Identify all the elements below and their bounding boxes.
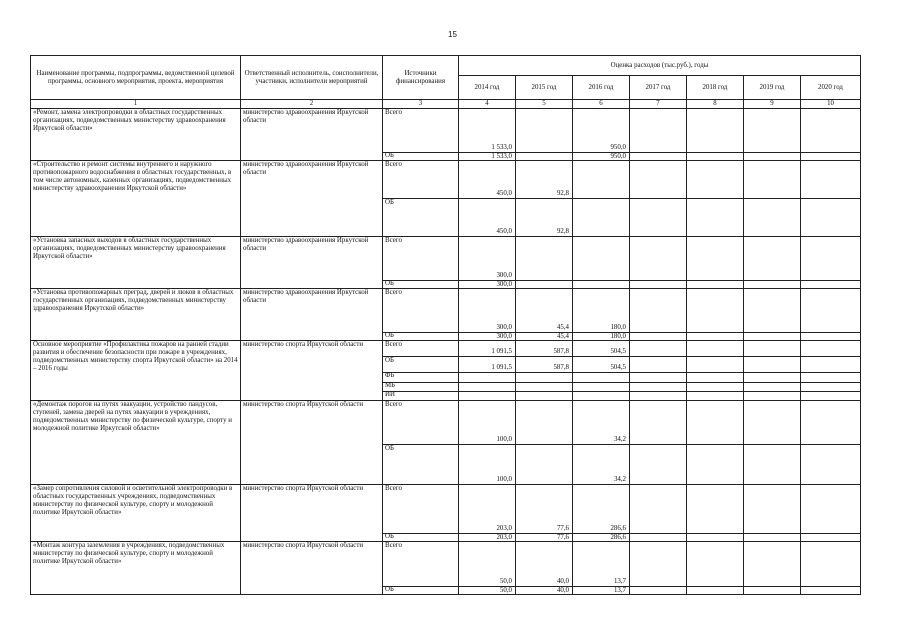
amount-cell: 286,6 [573, 485, 630, 534]
column-index: 2 [241, 100, 383, 109]
amount-cell [630, 373, 687, 383]
amount-cell: 504,5 [573, 357, 630, 373]
responsible-executor: министерство здравоохранения Иркутской области [241, 289, 383, 341]
amount-cell [630, 383, 687, 392]
amount-cell [459, 383, 516, 392]
amount-cell [744, 587, 801, 595]
amount-cell [801, 542, 861, 587]
amount-cell [687, 333, 744, 341]
amount-cell: 40,0 [516, 542, 573, 587]
responsible-executor: министерство спорта Иркутской области [241, 542, 383, 595]
amount-cell [573, 281, 630, 289]
table-row [31, 161, 861, 199]
amount-cell [573, 383, 630, 392]
year-header: 2017 год [630, 76, 687, 100]
amount-cell [744, 161, 801, 199]
amount-cell [801, 289, 861, 333]
amount-cell [687, 401, 744, 445]
amount-cell [801, 534, 861, 542]
amount-cell: 77,6 [516, 534, 573, 542]
amount-cell [630, 485, 687, 534]
year-header: 2015 год [516, 76, 573, 100]
amount-cell [630, 401, 687, 445]
amount-cell [801, 341, 861, 357]
table-row [31, 542, 861, 587]
funding-source: ОБ [383, 281, 459, 289]
table-row [31, 237, 861, 281]
responsible-executor: министерство здравоохранения Иркутской области [241, 161, 383, 237]
activity-name: «Замер сопротивления силовой и осветительной электропроводки в областных государственных учреждениях, подведомственных министерству по физической культуре, спорту и молодежной политике Иркутской области» [31, 485, 241, 542]
column-index: 4 [459, 100, 516, 109]
amount-cell [744, 199, 801, 237]
column-index: 10 [801, 100, 861, 109]
amount-cell [516, 401, 573, 445]
amount-cell [516, 383, 573, 392]
amount-cell [573, 199, 630, 237]
funding-source: ОБ [383, 333, 459, 341]
amount-cell: 1 533,0 [459, 153, 516, 161]
amount-cell [573, 373, 630, 383]
amount-cell [744, 341, 801, 357]
year-header: 2014 год [459, 76, 516, 100]
amount-cell: 286,6 [573, 534, 630, 542]
year-header: 2018 год [687, 76, 744, 100]
amount-cell [744, 445, 801, 485]
amount-cell: 950,0 [573, 153, 630, 161]
amount-cell: 92,8 [516, 161, 573, 199]
amount-cell [687, 587, 744, 595]
header-name: Наименование программы, подпрограммы, ведомственной целевой программы, основного мероприятия, проекта, мероприятия [31, 56, 241, 100]
amount-cell: 92,8 [516, 199, 573, 237]
amount-cell [744, 237, 801, 281]
amount-cell [801, 401, 861, 445]
amount-cell [516, 445, 573, 485]
responsible-executor: министерство здравоохранения Иркутской области [241, 109, 383, 161]
amount-cell [801, 392, 861, 401]
responsible-executor: министерство спорта Иркутской области [241, 401, 383, 485]
amount-cell [630, 445, 687, 485]
amount-cell [687, 392, 744, 401]
amount-cell [630, 392, 687, 401]
table-row [31, 401, 861, 445]
amount-cell [687, 199, 744, 237]
amount-cell [687, 237, 744, 281]
amount-cell [516, 153, 573, 161]
amount-cell [801, 161, 861, 199]
funding-source: Всего [383, 109, 459, 153]
amount-cell [630, 281, 687, 289]
amount-cell: 203,0 [459, 485, 516, 534]
amount-cell: 13,7 [573, 587, 630, 595]
funding-source: ФБ [383, 373, 459, 383]
amount-cell [744, 373, 801, 383]
funding-source: Всего [383, 401, 459, 445]
amount-cell [744, 153, 801, 161]
column-index: 1 [31, 100, 241, 109]
funding-source: Всего [383, 161, 459, 199]
expense-table [30, 55, 861, 595]
amount-cell: 300,0 [459, 289, 516, 333]
amount-cell [687, 445, 744, 485]
amount-cell: 950,0 [573, 109, 630, 153]
table-row [31, 341, 861, 357]
funding-source: Всего [383, 341, 459, 357]
amount-cell: 34,2 [573, 445, 630, 485]
column-index: 8 [687, 100, 744, 109]
amount-cell [744, 392, 801, 401]
amount-cell [687, 534, 744, 542]
amount-cell [801, 587, 861, 595]
amount-cell [516, 281, 573, 289]
funding-source: ИИ [383, 392, 459, 401]
amount-cell [516, 109, 573, 153]
amount-cell: 300,0 [459, 237, 516, 281]
amount-cell [516, 237, 573, 281]
table-row [31, 485, 861, 534]
amount-cell: 100,0 [459, 401, 516, 445]
amount-cell [744, 289, 801, 333]
amount-cell [801, 281, 861, 289]
amount-cell [801, 237, 861, 281]
funding-source: Всего [383, 485, 459, 534]
amount-cell [687, 542, 744, 587]
activity-name: «Установка запасных выходов в областных государственных организациях, подведомственных министерству здравоохранения Иркутской области» [31, 237, 241, 289]
header-responsible: Ответственный исполнитель, соисполнители, участники, исполнители мероприятий [241, 56, 383, 100]
amount-cell [630, 289, 687, 333]
amount-cell [687, 485, 744, 534]
amount-cell [687, 373, 744, 383]
year-header: 2020 год [801, 76, 861, 100]
responsible-executor: министерство спорта Иркутской области [241, 485, 383, 542]
amount-cell [801, 445, 861, 485]
funding-source: ОБ [383, 534, 459, 542]
table-row [31, 289, 861, 333]
amount-cell [801, 333, 861, 341]
amount-cell [744, 109, 801, 153]
amount-cell [459, 373, 516, 383]
amount-cell: 40,0 [516, 587, 573, 595]
column-index: 6 [573, 100, 630, 109]
amount-cell [687, 109, 744, 153]
amount-cell [687, 153, 744, 161]
year-header: 2016 год [573, 76, 630, 100]
amount-cell: 50,0 [459, 542, 516, 587]
activity-name: «Ремонт, замена электропроводки в областных государственных организациях, подведомственных министерству здравоохранения Иркутской области» [31, 109, 241, 161]
amount-cell [744, 485, 801, 534]
amount-cell [744, 534, 801, 542]
column-index: 7 [630, 100, 687, 109]
column-index: 5 [516, 100, 573, 109]
amount-cell: 300,0 [459, 281, 516, 289]
amount-cell: 77,6 [516, 485, 573, 534]
funding-source: Всего [383, 289, 459, 333]
amount-cell [801, 485, 861, 534]
column-index: 3 [383, 100, 459, 109]
table-body [31, 109, 861, 595]
amount-cell [744, 542, 801, 587]
activity-name: «Демонтаж порогов на путях эвакуации, устройство пандусов, ступеней, замена дверей на путях эвакуации в учреждениях, подведомственных министерству по физической культуре, спорту и молодежной политике Иркутской области» [31, 401, 241, 485]
amount-cell [801, 357, 861, 373]
year-header: 2019 год [744, 76, 801, 100]
amount-cell: 13,7 [573, 542, 630, 587]
amount-cell: 450,0 [459, 199, 516, 237]
amount-cell [744, 357, 801, 373]
amount-cell: 1 091,5 [459, 341, 516, 357]
responsible-executor: министерство спорта Иркутской области [241, 341, 383, 401]
amount-cell: 50,0 [459, 587, 516, 595]
amount-cell [630, 333, 687, 341]
amount-cell [687, 341, 744, 357]
amount-cell: 45,4 [516, 333, 573, 341]
amount-cell [744, 383, 801, 392]
column-index: 9 [744, 100, 801, 109]
amount-cell [801, 153, 861, 161]
activity-name: «Установка противопожарных преград, дверей и люков в областных государственных организациях, подведомственных министерству здравоохранения Иркутской области» [31, 289, 241, 341]
amount-cell: 504,5 [573, 341, 630, 357]
amount-cell [573, 237, 630, 281]
funding-source: Всего [383, 237, 459, 281]
amount-cell: 100,0 [459, 445, 516, 485]
amount-cell: 45,4 [516, 289, 573, 333]
amount-cell [630, 587, 687, 595]
amount-cell: 180,0 [573, 333, 630, 341]
funding-source: ОБ [383, 153, 459, 161]
amount-cell [459, 392, 516, 401]
amount-cell [744, 281, 801, 289]
amount-cell [801, 383, 861, 392]
table-row [31, 109, 861, 153]
activity-name: «Монтаж контура заземления в учреждениях, подведомственных министерству по физической культуре, спорту и молодежной политике Иркутской области» [31, 542, 241, 595]
responsible-executor: министерство здравоохранения Иркутской области [241, 237, 383, 289]
activity-name: «Строительство и ремонт системы внутреннего и наружного противопожарного водоснабжения в областных государственных, в том числе автономных, казенных организациях, подведомственных министерству здравоохранения Иркутской области» [31, 161, 241, 237]
activity-name: Основное мероприятие «Профилактика пожаров на ранней стадии развития и обеспечение безопасности при пожаре в учреждениях, подведомственных министерству спорта Иркутской области» на 2014 – 2016 годы [31, 341, 241, 401]
amount-cell: 587,8 [516, 341, 573, 357]
amount-cell [687, 357, 744, 373]
amount-cell [687, 281, 744, 289]
amount-cell [630, 237, 687, 281]
amount-cell [687, 289, 744, 333]
header-sources: Источники финансирования [383, 56, 459, 100]
amount-cell: 587,8 [516, 357, 573, 373]
amount-cell [516, 392, 573, 401]
amount-cell: 1 091,5 [459, 357, 516, 373]
funding-source: Всего [383, 542, 459, 587]
column-index-row [31, 100, 861, 109]
amount-cell: 300,0 [459, 333, 516, 341]
amount-cell: 450,0 [459, 161, 516, 199]
amount-cell [687, 161, 744, 199]
amount-cell [744, 401, 801, 445]
funding-source: ОБ [383, 199, 459, 237]
amount-cell: 34,2 [573, 401, 630, 445]
amount-cell [801, 109, 861, 153]
amount-cell: 1 533,0 [459, 109, 516, 153]
amount-cell [630, 534, 687, 542]
amount-cell [630, 199, 687, 237]
amount-cell: 203,0 [459, 534, 516, 542]
funding-source: МБ [383, 383, 459, 392]
amount-cell [630, 341, 687, 357]
amount-cell [687, 383, 744, 392]
amount-cell [630, 153, 687, 161]
page-number: 15 [448, 30, 457, 39]
amount-cell: 180,0 [573, 289, 630, 333]
amount-cell [630, 357, 687, 373]
amount-cell [573, 161, 630, 199]
amount-cell [801, 373, 861, 383]
amount-cell [516, 373, 573, 383]
funding-source: ОБ [383, 445, 459, 485]
amount-cell [630, 542, 687, 587]
amount-cell [630, 109, 687, 153]
amount-cell [744, 333, 801, 341]
amount-cell [801, 199, 861, 237]
funding-source: ОБ [383, 587, 459, 595]
header-estimate: Оценка расходов (тыс.руб.), годы [459, 56, 861, 76]
amount-cell [573, 392, 630, 401]
amount-cell [630, 161, 687, 199]
funding-source: ОБ [383, 357, 459, 373]
